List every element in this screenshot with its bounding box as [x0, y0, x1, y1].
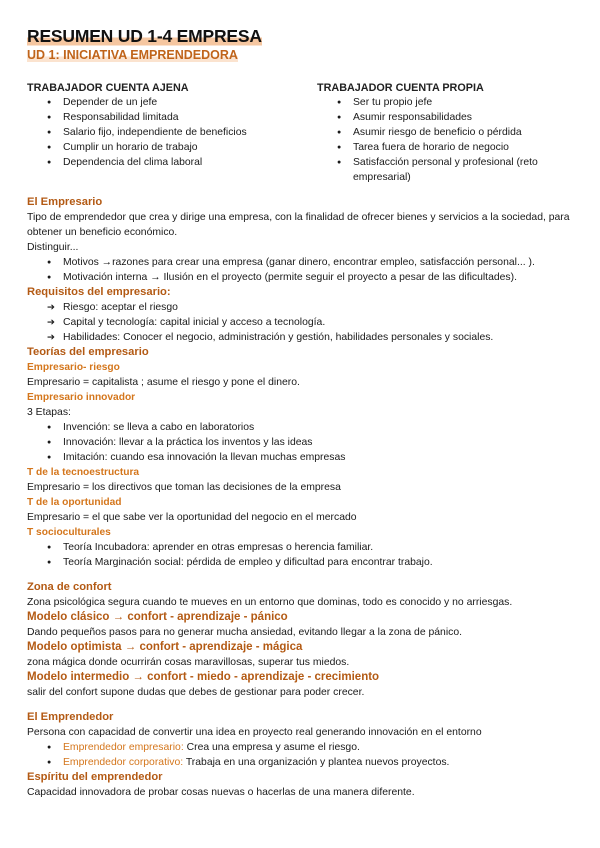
confort-text: Zona psicológica segura cuando te mueves en un entorno que dominas, todo es conocido y no arriesgas. [27, 597, 513, 608]
heading-requisitos: Requisitos del empresario: [27, 286, 171, 298]
list-item: ● Dependencia del clima laboral [47, 155, 317, 170]
heading-ajena: TRABAJADOR CUENTA AJENA [27, 82, 189, 94]
column-ajena [27, 81, 317, 185]
list-item [47, 740, 575, 755]
modelo-clasico-text: Dando pequeños pasos para no generar mucha ansiedad, evitando llegar a la zona de pánico. [27, 627, 462, 638]
heading-oportunidad: T de la oportunidad [27, 497, 122, 508]
heading-modelo-clasico: Modelo clásico → confort - aprendizaje - pánico [27, 611, 288, 623]
list-item: ● Ser tu propio jefe [337, 95, 575, 110]
tecnoestructura-text: Empresario = los directivos que toman las decisiones de la empresa [27, 482, 341, 493]
heading-espiritu: Espíritu del emprendedor [27, 771, 163, 783]
item-text: Crea una empresa y asume el riesgo. [183, 742, 360, 753]
heading-innovador: Empresario innovador [27, 392, 136, 403]
list-item: ● Imitación: cuando esa innovación la llevan muchas empresas [47, 450, 575, 465]
list-socioculturales [27, 540, 575, 570]
modelo-optimista-text: zona mágica donde ocurrirán cosas maravillosas, superar tus miedos. [27, 657, 350, 668]
item-label: Emprendedor empresario: [63, 742, 184, 753]
heading-emprendedor: El Emprendedor [27, 711, 114, 723]
list-etapas [27, 420, 575, 465]
list-item: ● Asumir responsabilidades [337, 110, 575, 125]
list-item: ● Depender de un jefe [47, 95, 317, 110]
oportunidad-text: Empresario = el que sabe ver la oportunidad del negocio en el mercado [27, 512, 357, 523]
heading-tecnoestructura: T de la tecnoestructura [27, 467, 140, 478]
list-propia [317, 95, 575, 185]
list-item: ● Responsabilidad limitada [47, 110, 317, 125]
list-item: ● Motivación interna → Ilusión en el proyecto (permite seguir el proyecto a pesar de las dificultades). [47, 270, 575, 285]
espiritu-text: Capacidad innovadora de probar cosas nuevas o hacerlas de una manera diferente. [27, 787, 415, 798]
document-page [27, 26, 575, 800]
list-requisitos [27, 300, 575, 345]
heading-modelo-optimista: Modelo optimista → confort - aprendizaje - mágica [27, 641, 303, 653]
heading-confort: Zona de confort [27, 581, 112, 593]
heading-teorias: Teorías del empresario [27, 346, 149, 358]
list-item: ● Innovación: llevar a la práctica los inventos y las ideas [47, 435, 575, 450]
list-item: ● Teoría Marginación social: pérdida de empleo y dificultad para encontrar trabajo. [47, 555, 575, 570]
heading-socioculturales: T socioculturales [27, 527, 111, 538]
list-item: ● Teoría Incubadora: aprender en otras empresas o herencia familiar. [47, 540, 575, 555]
list-ajena [27, 95, 317, 170]
list-item: ● Motivos →razones para crear una empresa (ganar dinero, encontrar empleo, satisfacción personal... ). [47, 255, 575, 270]
worker-comparison [27, 81, 575, 185]
heading-propia: TRABAJADOR CUENTA PROPIA [317, 82, 484, 94]
list-item: ➔ Habilidades: Conocer el negocio, administración y gestión, habilidades personales y sociales. [47, 330, 575, 345]
heading-riesgo: Empresario- riesgo [27, 362, 120, 373]
heading-empresario: El Empresario [27, 196, 103, 208]
modelo-intermedio-text: salir del confort supone dudas que debes de gestionar para poder crecer. [27, 687, 365, 698]
column-propia [317, 81, 575, 185]
item-text: Trabaja en una organización y plantea nuevos proyectos. [183, 757, 450, 768]
list-empresario [27, 255, 575, 285]
list-item: ➔ Capital y tecnología: capital inicial y acceso a tecnología. [47, 315, 575, 330]
list-item: ➔ Riesgo: aceptar el riesgo [47, 300, 575, 315]
distinguir-label: Distinguir... [27, 242, 79, 253]
list-item [47, 755, 575, 770]
page-title: RESUMEN UD 1-4 EMPRESA [27, 26, 262, 46]
list-item: ● Satisfacción personal y profesional (reto empresarial) [337, 155, 575, 185]
list-item: ● Salario fijo, independiente de beneficios [47, 125, 317, 140]
list-item: ● Tarea fuera de horario de negocio [337, 140, 575, 155]
page-subtitle: UD 1: INICIATIVA EMPRENDEDORA [27, 48, 238, 62]
item-label: Emprendedor corporativo: [63, 757, 184, 768]
list-item: ● Invención: se lleva a cabo en laboratorios [47, 420, 575, 435]
riesgo-text: Empresario = capitalista ; asume el riesgo y pone el dinero. [27, 377, 300, 388]
empresario-text: Tipo de emprendedor que crea y dirige una empresa, con la finalidad de ofrecer bienes y servicios a la sociedad, para obtener un beneficio económico. [27, 212, 570, 238]
list-emprendedor [27, 740, 575, 770]
list-item: ● Asumir riesgo de beneficio o pérdida [337, 125, 575, 140]
heading-modelo-intermedio: Modelo intermedio → confort - miedo - aprendizaje - crecimiento [27, 671, 380, 683]
etapas-label: 3 Etapas: [27, 407, 71, 418]
list-item: ● Cumplir un horario de trabajo [47, 140, 317, 155]
emprendedor-text: Persona con capacidad de convertir una idea en proyecto real generando innovación en el entorno [27, 727, 482, 738]
